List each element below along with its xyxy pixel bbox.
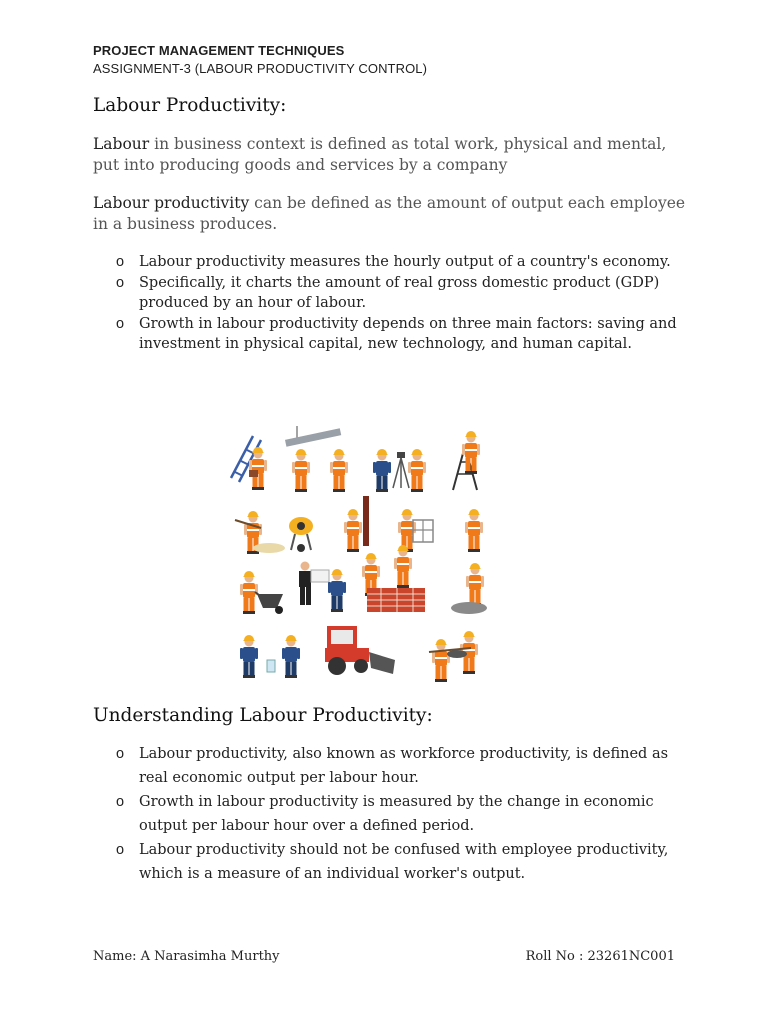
cement-mixer-icon [289, 517, 313, 552]
bullet-marker: o [116, 315, 125, 332]
worker-icon [408, 449, 426, 492]
wheelbarrow-icon [255, 592, 283, 614]
bullet-marker: o [116, 842, 125, 858]
steel-beam-icon [285, 428, 341, 446]
course-title: PROJECT MANAGEMENT TECHNIQUES [93, 43, 345, 58]
assignment-title: ASSIGNMENT-3 (LABOUR PRODUCTIVITY CONTROL) [93, 61, 428, 76]
list-item: o Growth in labour productivity depends on three main factors: saving and investment in physical capital, new technology, and human capital. [116, 315, 677, 352]
list-item: o Specifically, it charts the amount of real gross domestic product (GDP) produced by an hour of labour. [116, 274, 660, 311]
worker-icon [292, 449, 310, 492]
sand-pile-icon [253, 543, 285, 553]
plank-icon [363, 496, 369, 546]
brick-wall-icon [367, 588, 425, 612]
term-labour: Labour [93, 135, 150, 153]
bullet-marker: o [116, 794, 125, 810]
worker-icon [465, 509, 483, 552]
worker-icon [240, 635, 258, 678]
bullet-list-understanding [93, 742, 693, 886]
section-title-understanding: Understanding Labour Productivity: [93, 705, 433, 726]
businessman-icon [299, 562, 311, 606]
worker-icon [466, 563, 484, 606]
worker-icon [432, 639, 450, 682]
bullet-marker: o [116, 746, 125, 762]
list-item: o Labour productivity, also known as workforce productivity, is defined as real economic output per labour hour. [93, 742, 693, 790]
footer-roll-number: Roll No : 23261NC001 [525, 949, 675, 964]
bucket-icon [267, 660, 275, 672]
blueprint-icon [311, 570, 329, 582]
definition-labour: in business context is defined as total work, physical and mental, put into producing goods and services by a company [93, 135, 667, 174]
worker-icon [328, 569, 346, 612]
engineer-icon [373, 449, 391, 492]
paragraph-productivity-definition [93, 193, 693, 235]
term-labour-productivity: Labour productivity [93, 194, 250, 212]
worker-icon [282, 635, 300, 678]
bulldozer-icon [325, 626, 395, 675]
construction-workers-illustration [225, 416, 509, 686]
bullet-list-productivity [93, 252, 693, 355]
footer-name: Name: A Narasimha Murthy [93, 949, 280, 964]
bullet-marker: o [116, 254, 125, 270]
list-item: o Growth in labour productivity is measured by the change in economic output per labour hour over a defined period. [93, 790, 693, 838]
section-title-labour-productivity: Labour Productivity: [93, 95, 287, 116]
paragraph-labour-definition [93, 134, 693, 176]
list-item: o Labour productivity should not be confused with employee productivity, which is a measure of an individual worker's output. [93, 838, 693, 886]
tripod-icon [393, 452, 409, 488]
list-item: o Labour productivity measures the hourly output of a country's economy. [93, 252, 693, 273]
definition-labour-productivity: can be defined as the amount of output each employee in a business produces. [93, 194, 686, 233]
worker-icon [330, 449, 348, 492]
worker-icon [344, 509, 362, 552]
bullet-marker: o [116, 274, 125, 291]
gravel-pile-icon [451, 602, 487, 614]
toolbox-icon [249, 470, 258, 477]
